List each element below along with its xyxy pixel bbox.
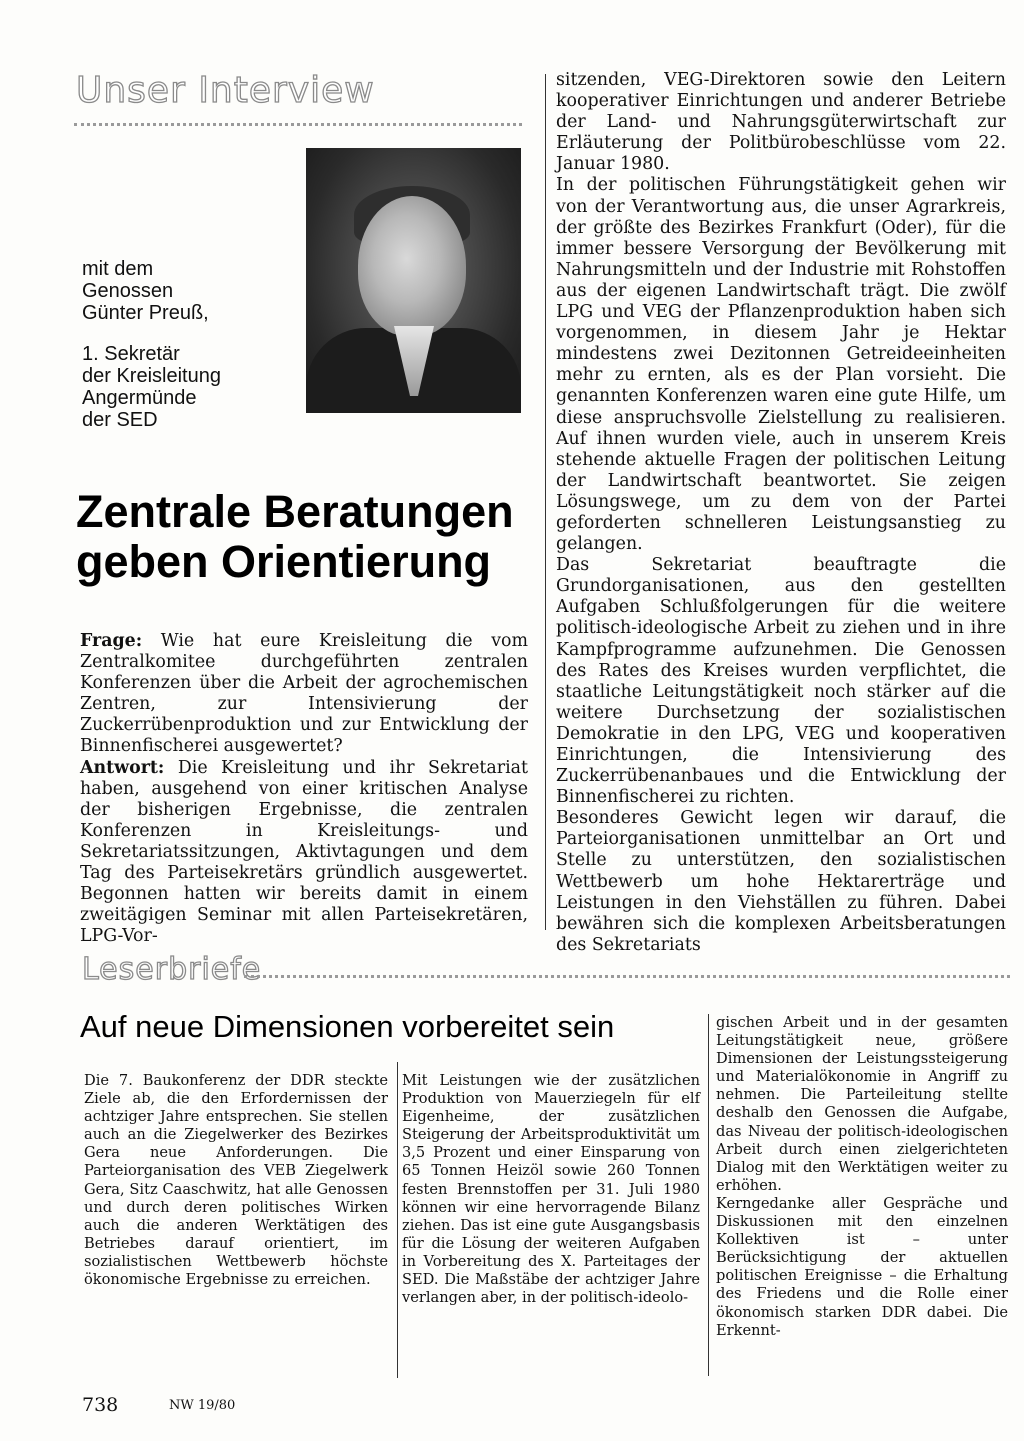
letters-column-3 [716,1014,1008,1340]
question-label: Frage: [80,631,143,651]
headline-line: geben Orientierung [76,536,492,587]
answer-paragraph [80,758,528,948]
headline-line: Zentrale Beratungen [76,486,514,537]
intro-line: Genossen [82,280,174,302]
intro-line: mit dem [82,258,154,280]
letters-headline: Auf neue Dimensionen vorbereitet sein [80,1009,615,1044]
section-divider [244,975,1010,978]
question-text: Wie hat eure Kreisleitung die vom Zentralkomitee durchgeführten zentralen Konferenzen über die Arbeit der agrochemischen Zentren, zur Intensivierung der Zuckerrübenproduktion und zur Entwicklung der Binnenfischerei ausgewertet? [80,631,528,757]
role-line: 1. Sekretär [82,343,180,365]
body-paragraph: Besonderes Gewicht legen wir darauf, die Parteiorganisationen unmittelbar an Ort und Stelle zu unterstützen, den sozialistischen Wettbewerb um hohe Hektarerträge und Leistungen in den Viehställen zu führen. Dabei bewähren sich die komplexen Arbeitsberatungen des Sekretariats [556,808,1006,955]
answer-label: Antwort: [80,757,165,778]
interviewee-intro [82,258,302,324]
body-paragraph: Die 7. Baukonferenz der DDR steckte Ziele ab, die den Erfordernissen der achtziger Jahre entsprechen. Sie stellen auch an die Ziegelwerker des Bezirkes Gera neue Anforderungen. Die Parteiorganisation des VEB Ziegelwerk Gera, Sitz Caaschwitz, hat alle Genossen und durch deren politisches Wirken auch die anderen Werktätigen des Betriebes darauf orientiert, im sozialistischen Wettbewerb höchste ökonomische Ergebnisse zu erreichen. [84,1072,388,1289]
interview-section-title: Unser Interview [76,70,375,111]
article-headline [76,487,546,587]
interviewee-role [82,343,302,431]
body-paragraph: sitzenden, VEG-Direktoren sowie den Leitern kooperativer Einrichtungen und anderer Betriebe der Land- und Nahrungsgüterwirtschaft zur Erläuterung der Politbürobeschlüsse vom 22. Januar 1980. [556,70,1006,175]
issue-number: NW 19/80 [169,1398,236,1413]
column-rule [708,1014,709,1376]
column-rule [545,74,546,930]
letters-column-1 [84,1072,388,1289]
body-paragraph: gischen Arbeit und in der gesamten Leitungstätigkeit neue, größere Dimensionen der Leistungssteigerung und Materialökonomie in Angriff zu nehmen. Die Parteileitung stellte deshalb den Genossen die Aufgabe, das Niveau der politisch-ideologischen Arbeit durch einen zielgerichteten Dialog mit den Werktätigen weiter zu erhöhen. [716,1014,1008,1194]
letters-column-2 [402,1072,700,1307]
portrait-photo [306,148,521,413]
interview-left-column [80,631,528,947]
role-line: Angermünde [82,387,197,409]
role-line: der Kreisleitung [82,365,221,387]
body-paragraph: Kerngedanke aller Gespräche und Diskussionen mit den einzelnen Kollektiven ist – unter Berücksichtigung der aktuellen politischen Ereignisse – die Erhaltung des Friedens und die Rolle einer ökonomisch starken DDR dabei. Die Erkennt- [716,1194,1008,1339]
body-paragraph: Das Sekretariat beauftragte die Grundorganisationen, aus den gestellten Aufgaben Schlußfolgerungen für die weitere politisch-ideologische Arbeit zu ziehen und in ihre Kampfprogramme aufzunehmen. Die Genossen des Rates des Kreises wurden verpflichtet, die staatliche Leitungstätigkeit noch stärker auf die weitere Durchsetzung der sozialistischen Demokratie in den LPG, VEG und kooperativen Einrichtungen, die Intensivierung des Zuckerrübenanbaues und die Entwicklung der Binnenfischerei zu richten. [556,555,1006,808]
body-paragraph: Mit Leistungen wie der zusätzlichen Produktion von Mauerziegeln für elf Eigenheime, der zusätzlichen Steigerung der Arbeitsproduktivität um 3,5 Prozent und einer Einsparung von 65 Tonnen Heizöl sowie 260 Tonnen festen Brennstoffen per 31. Juli 1980 können wir eine hervorragende Bilanz ziehen. Das ist eine gute Ausgangsbasis für die Lösung der weiteren Aufgaben in Vorbereitung des X. Parteitages der SED. Die Maßstäbe der achtziger Jahre verlangen aber, in der politisch-ideolo- [402,1072,700,1307]
answer-text: Die Kreisleitung und ihr Sekretariat haben, ausgehend von einer kritischen Analyse der bisherigen Ergebnisse, die zentralen Konferenzen in Kreisleitungs- und Sekretariatssitzungen, Aktivtagungen und dem Tag des Parteisekretärs gründlich ausgewertet. Begonnen hatten wir bereits damit in einem zweitägigen Seminar mit allen Parteisekretären, LPG-Vor- [80,757,528,947]
page-number: 738 [82,1394,119,1416]
letters-section-title: Leserbriefe [82,952,262,987]
column-rule [397,1062,398,1378]
section-divider [74,123,522,126]
interview-right-column [556,70,1006,956]
body-paragraph: In der politischen Führungstätigkeit gehen wir von der Verantwortung aus, die unser Agrarkreis, der größte des Bezirkes Frankfurt (Oder), für die immer bessere Versorgung der Bevölkerung mit Nahrungsmitteln und der Industrie mit Rohstoffen aus der eigenen Landwirtschaft trägt. Die zwölf LPG und VEG der Pflanzenproduktion haben sich vorgenommen, in diesem Jahr je Hektar mindestens zwei Dezitonnen Getreideeinheiten mehr zu ernten, als es der Plan vorsieht. Die genannten Konferenzen waren eine gute Hilfe, um diese anspruchsvolle Zielstellung zu realisieren. Auf ihnen wurden viele, auch in unserem Kreis stehende aktuelle Fragen der politischen Leitung der Landwirtschaft beantwortet. Sie zeigen Lösungswege, um zu dem von der Partei geforderten schnelleren Leistungsanstieg zu gelangen. [556,175,1006,555]
role-line: der SED [82,409,158,431]
intro-line: Günter Preuß, [82,302,209,324]
question-paragraph [80,631,528,758]
